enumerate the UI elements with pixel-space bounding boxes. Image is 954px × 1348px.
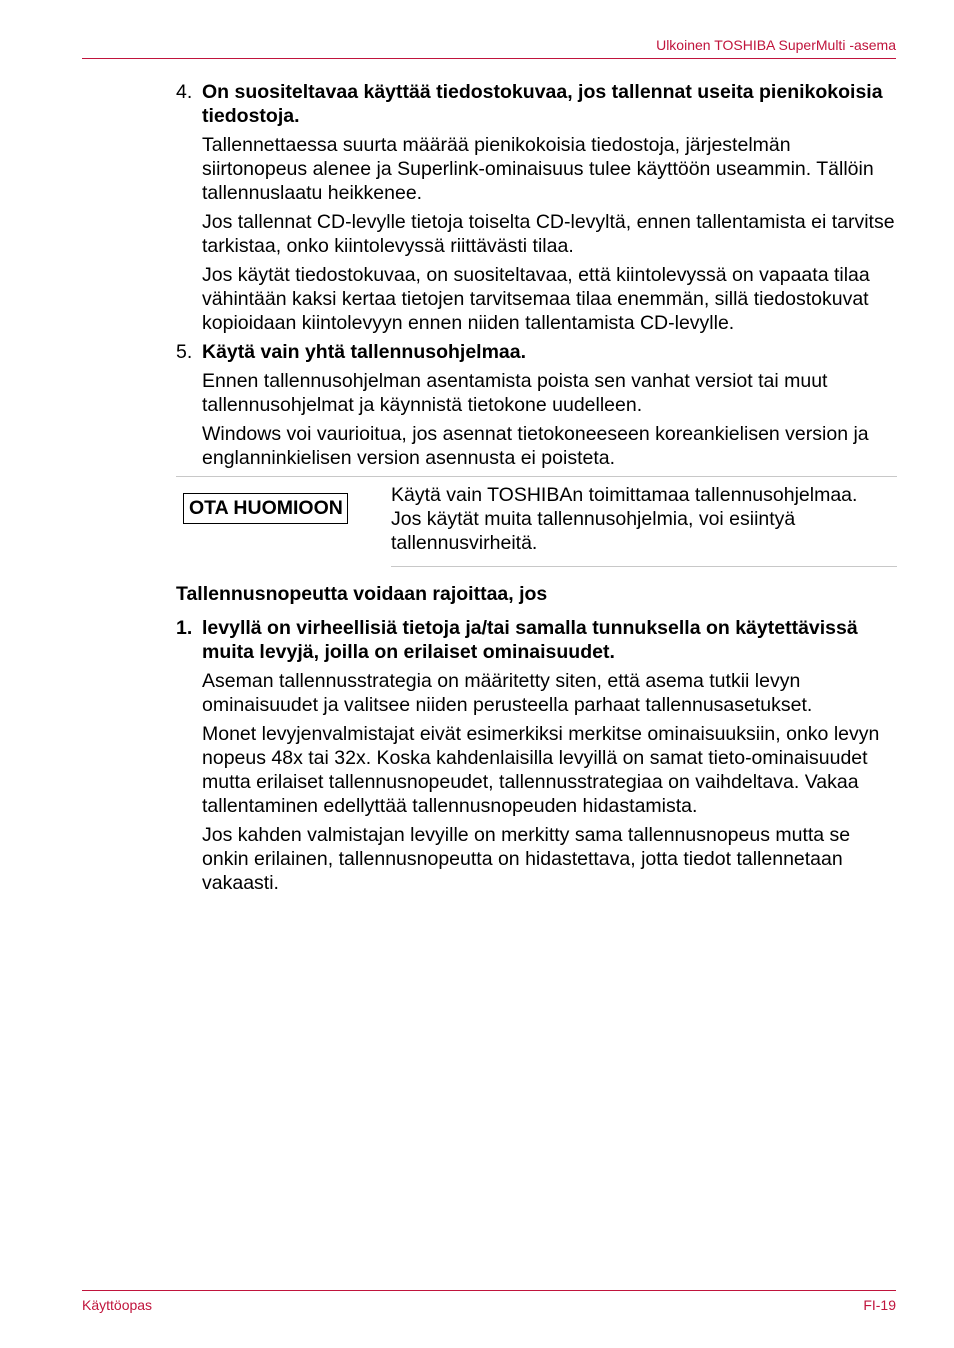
section-heading: Tallennusnopeutta voidaan rajoittaa, jos <box>176 583 548 605</box>
paragraph: Tallennettaessa suurta määrää pienikokoisia tiedostoja, järjestelmän siirtonopeus alenee ja Superlink-ominaisuus tulee käyttöön useammin. Tällöin tallennuslaatu heikkenee. <box>202 134 874 204</box>
paragraph: Jos käytät tiedostokuvaa, on suositeltavaa, että kiintolevyssä on vapaata tilaa vähintään kaksi kertaa tietojen tarvitsemaa tilaa enemmän, sillä tiedostokuvat kopioidaan kiintolevyyn ennen niiden tallentamista CD-levylle. <box>202 264 870 334</box>
list-number: 1. <box>176 617 193 639</box>
page-number: FI-19 <box>863 1297 896 1313</box>
paragraph: Windows voi vaurioitua, jos asennat tietokoneeseen koreankielisen version ja englanninkielisen version asennusta ei poisteta. <box>202 423 869 469</box>
list-number: 4. <box>176 81 193 103</box>
list-item-4 <box>176 80 896 335</box>
header-rule <box>82 58 896 59</box>
note-text: Käytä vain TOSHIBAn toimittamaa tallennusohjelmaa. Jos käytät muita tallennusohjelmia, voi esiintyä tallennusvirheitä. <box>391 484 858 554</box>
footer-doc-title: Käyttöopas <box>82 1297 153 1313</box>
list-item-heading: On suositeltavaa käyttää tiedostokuvaa, jos tallennat useita pienikokoisia tiedostoja. <box>202 81 883 127</box>
paragraph: Jos kahden valmistajan levyille on merkitty sama tallennusnopeus mutta se onkin erilainen, tallennusnopeutta on hidastettava, jotta tiedot tallennetaan vakaasti. <box>202 824 851 894</box>
list-number: 5. <box>176 341 193 363</box>
list-item-5 <box>176 340 896 470</box>
paragraph: Jos tallennat CD-levylle tietoja toiselta CD-levyltä, ennen tallentamista ei tarvitse tarkistaa, onko kiintolevyssä riittävästi tilaa. <box>202 211 895 257</box>
note-label: OTA HUOMIOON <box>183 493 348 524</box>
paragraph: Ennen tallennusohjelman asentamista poista sen vanhat versiot tai muut tallennusohjelmat ja käynnistä tietokone uudelleen. <box>202 370 828 416</box>
paragraph: Aseman tallennusstrategia on määritetty siten, että asema tutkii levyn ominaisuudet ja valitsee niiden perusteella parhaat tallennusasetukset. <box>202 670 813 716</box>
paragraph: Monet levyjenvalmistajat eivät esimerkiksi merkitse ominaisuuksiin, onko levyn nopeus 48x tai 32x. Koska kahdenlaisilla levyillä on samat tieto-ominaisuudet mutta erilaiset tallennusnopeudet, tallennusstrategiaa on vaihdeltava. Vakaa tallentaminen edellyttää tallennusnopeuden hidastamista. <box>202 723 880 817</box>
note-box <box>176 476 897 567</box>
page-header-title: Ulkoinen TOSHIBA SuperMulti -asema <box>656 37 896 53</box>
list-item-1 <box>176 616 896 895</box>
list-item-heading: Käytä vain yhtä tallennusohjelmaa. <box>202 341 527 363</box>
footer-rule <box>82 1290 896 1291</box>
list-item-heading: levyllä on virheellisiä tietoja ja/tai samalla tunnuksella on käytettävissä muita levyjä, joilla on erilaiset ominaisuudet. <box>202 617 858 663</box>
note-divider <box>391 566 897 567</box>
main-content <box>176 80 896 900</box>
